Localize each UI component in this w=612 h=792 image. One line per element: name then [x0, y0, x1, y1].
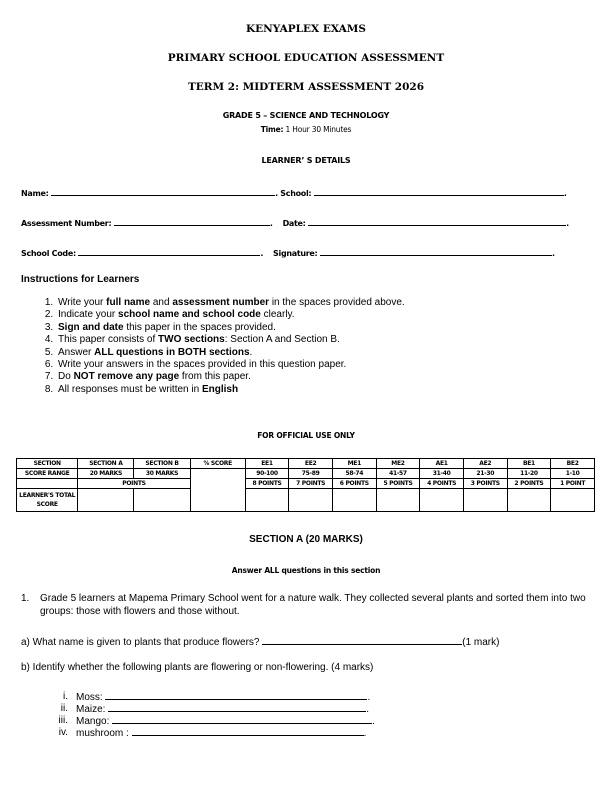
- date-field[interactable]: [308, 217, 566, 226]
- question-number: 1.: [21, 593, 30, 604]
- item-number: i.: [63, 691, 68, 702]
- section-a-score-cell[interactable]: [78, 489, 134, 512]
- table-cell: % SCORE: [190, 459, 245, 469]
- instruction-item: 1. Write your full name and assessment number in the spaces provided above.: [56, 297, 405, 309]
- table-cell: 4 POINTS: [420, 479, 464, 489]
- mango-answer[interactable]: [112, 715, 372, 724]
- time-value: 1 Hour 30 Minutes: [285, 125, 352, 134]
- question-1a-text: a) What name is given to plants that produce flowers?: [21, 637, 260, 648]
- table-cell: 21-30: [463, 469, 507, 479]
- table-cell: BE2: [551, 459, 595, 469]
- grade-subject: GRADE 5 – SCIENCE AND TECHNOLOGY: [222, 111, 390, 120]
- table-cell: [332, 489, 376, 512]
- name-field[interactable]: [51, 187, 275, 196]
- table-cell: EE2: [289, 459, 333, 469]
- official-use-title: FOR OFFICIAL USE ONLY: [257, 431, 355, 440]
- table-cell: ME1: [332, 459, 376, 469]
- org-title: KENYAPLEX EXAMS: [246, 23, 366, 35]
- table-cell: AE2: [463, 459, 507, 469]
- table-cell: 30 MARKS: [134, 469, 190, 479]
- assessment-number-field[interactable]: [114, 217, 270, 226]
- table-cell: 75-89: [289, 469, 333, 479]
- table-cell: 7 POINTS: [289, 479, 333, 489]
- table-row: [17, 469, 595, 479]
- instructions-title: Instructions for Learners: [21, 274, 140, 285]
- instruction-item: 3. Sign and date this paper in the spaces provided.: [56, 322, 405, 334]
- instruction-item: 2. Indicate your school name and school code clearly.: [56, 309, 405, 321]
- table-cell: [376, 489, 420, 512]
- percent-score-cell[interactable]: [190, 469, 245, 512]
- instruction-item: 4. This paper consists of TWO sections: Section A and Section B.: [56, 334, 405, 346]
- code-signature-row: School Code: . Signature: .: [21, 249, 555, 258]
- section-b-score-cell[interactable]: [134, 489, 190, 512]
- question-1a: [21, 635, 499, 650]
- school-code-label: School Code:: [21, 249, 76, 258]
- item-number: iii.: [58, 715, 68, 726]
- instruction-item: 8. All responses must be written in English: [56, 384, 405, 396]
- table-cell: [507, 489, 551, 512]
- section-a-instruction: Answer ALL questions in this section: [231, 566, 381, 575]
- table-cell: SECTION A: [78, 459, 134, 469]
- instruction-item: 7. Do NOT remove any page from this paper.: [56, 371, 405, 383]
- instruction-item: 6. Write your answers in the spaces provided in this question paper.: [56, 359, 405, 371]
- plant-item: mushroom : .: [76, 728, 367, 739]
- table-cell: 3 POINTS: [463, 479, 507, 489]
- question-1-text: Grade 5 learners at Mapema Primary School went for a nature walk. They collected several plants and sorted them into two groups: those with flowers and those without.: [40, 593, 586, 617]
- table-cell: 1 POINT: [551, 479, 595, 489]
- table-cell: SECTION: [17, 459, 78, 469]
- table-cell: [420, 489, 464, 512]
- table-cell: ME2: [376, 459, 420, 469]
- table-cell: 90-100: [245, 469, 289, 479]
- table-cell: [551, 489, 595, 512]
- instruction-item: 5. Answer ALL questions in BOTH sections.: [56, 347, 405, 359]
- table-cell: [289, 489, 333, 512]
- instructions-list: [24, 297, 405, 396]
- name-label: Name:: [21, 189, 49, 198]
- plant-item: Maize: .: [76, 704, 370, 715]
- question-1a-answer[interactable]: [262, 635, 462, 645]
- plant-item: Mango: .: [76, 716, 375, 727]
- official-score-table: [16, 458, 595, 512]
- table-cell: 41-57: [376, 469, 420, 479]
- learner-total-label: LEARNER'S TOTAL SCORE: [17, 489, 78, 512]
- school-code-field[interactable]: [78, 247, 260, 256]
- learner-details-title: LEARNER’ S DETAILS: [261, 156, 351, 165]
- table-cell: [245, 489, 289, 512]
- question-1b-text: b) Identify whether the following plants are flowering or non-flowering. (4 marks): [21, 662, 374, 673]
- table-cell: SCORE RANGE: [17, 469, 78, 479]
- moss-answer[interactable]: [105, 691, 367, 700]
- item-number: ii.: [60, 703, 68, 714]
- table-row: [17, 459, 595, 469]
- question-1a-marks: (1 mark): [462, 637, 500, 648]
- table-cell: 20 MARKS: [78, 469, 134, 479]
- table-cell: 2 POINTS: [507, 479, 551, 489]
- signature-label: Signature:: [273, 249, 318, 258]
- table-cell: POINTS: [78, 479, 190, 489]
- plant-item: Moss: .: [76, 692, 371, 703]
- table-cell: 11-20: [507, 469, 551, 479]
- assessment-title: PRIMARY SCHOOL EDUCATION ASSESSMENT: [167, 52, 445, 64]
- table-cell: SECTION B: [134, 459, 190, 469]
- time-label: Time:: [260, 125, 284, 134]
- school-label: School:: [280, 189, 312, 198]
- time-line: [0, 125, 612, 134]
- table-cell: 6 POINTS: [332, 479, 376, 489]
- assessment-date-row: Assessment Number: . Date: .: [21, 219, 569, 228]
- name-school-row: Name: . School: .: [21, 189, 567, 198]
- table-cell: 1-10: [551, 469, 595, 479]
- signature-field[interactable]: [320, 247, 552, 256]
- table-row: [17, 479, 595, 489]
- table-cell: 31-40: [420, 469, 464, 479]
- table-cell: 58-74: [332, 469, 376, 479]
- mushroom-answer[interactable]: [132, 727, 364, 736]
- table-row: [17, 489, 595, 512]
- maize-answer[interactable]: [108, 703, 366, 712]
- table-cell: 5 POINTS: [376, 479, 420, 489]
- school-field[interactable]: [314, 187, 564, 196]
- table-cell: 8 POINTS: [245, 479, 289, 489]
- table-cell: BE1: [507, 459, 551, 469]
- item-number: iv.: [58, 727, 68, 738]
- section-a-title: SECTION A (20 MARKS): [249, 534, 363, 545]
- term-title: TERM 2: MIDTERM ASSESSMENT 2026: [187, 81, 425, 93]
- date-label: Date:: [282, 219, 306, 228]
- table-cell: AE1: [420, 459, 464, 469]
- assessment-number-label: Assessment Number:: [21, 219, 112, 228]
- table-cell: [463, 489, 507, 512]
- table-cell: EE1: [245, 459, 289, 469]
